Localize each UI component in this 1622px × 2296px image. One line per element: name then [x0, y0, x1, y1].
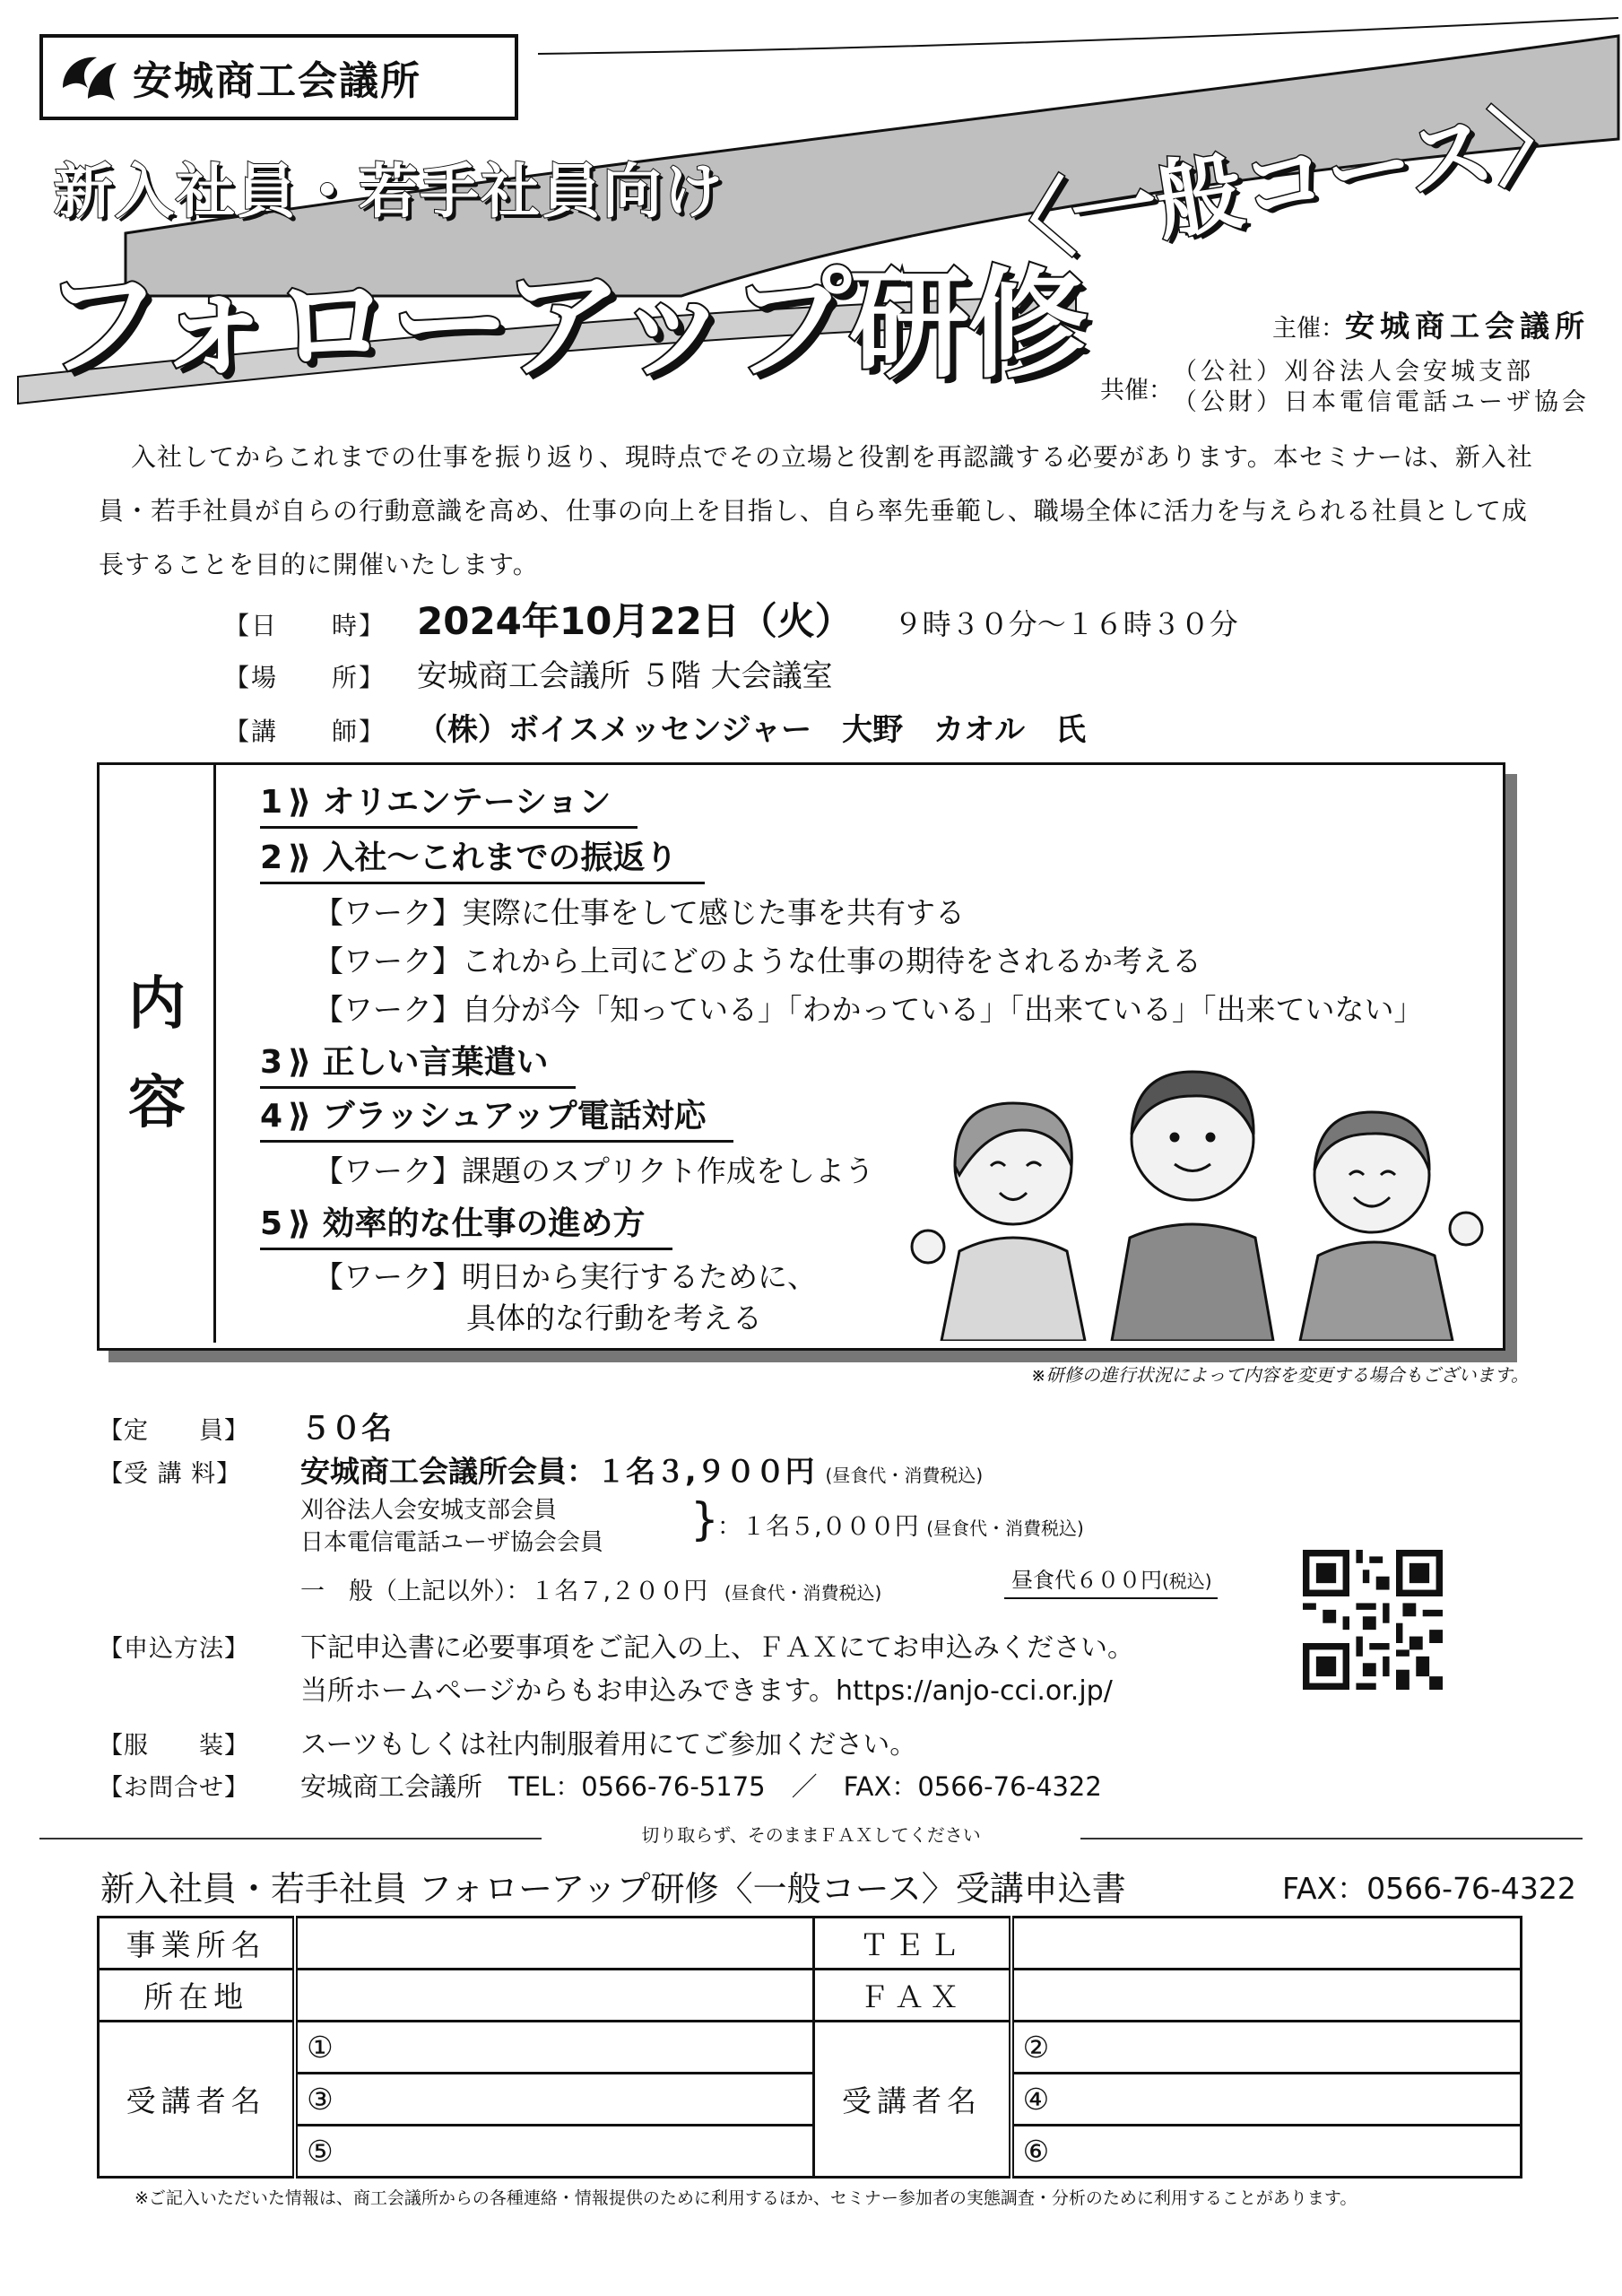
tel-field[interactable]: [1011, 1918, 1522, 1970]
intro-text: 入社してからこれまでの仕事を振り返り、現時点でその立場と役割を再認識する必要があります。本セミナーは、新入社員・若手社員が自らの行動意識を高め、仕事の向上を目指し、自ら率先垂範し、職場全体に活力を与えられる社員として成長することを目的に開催いたします。: [99, 442, 1533, 579]
contact: 【お問合せ】 安城商工会議所 TEL：0566-76-5175 ／ FAX：0566-76-4322: [99, 1771, 1102, 1802]
content-note: ※研修の進行状況によって内容を変更する場合もございます。: [1030, 1364, 1529, 1386]
brace: }: [690, 1493, 719, 1545]
course-label: 〈一般コース〉: [978, 87, 1586, 281]
privacy-note: ※ご記入いただいた情報は、商工会議所からの各種連絡・情報提供のために利用するほか、セミナー参加者の実態調査・分析のために利用することがあります。: [134, 2188, 1357, 2208]
event-lecturer: 【講 師】 （株）ボイスメッセンジャー 大野 カオル 氏: [224, 712, 1087, 748]
lunch-fee: 昼食代６００円(税込): [1004, 1562, 1218, 1599]
content-item-5: 5 ⟫ 効率的な仕事の進め方: [260, 1198, 672, 1250]
event-place: 【場 所】 安城商工会議所 ５階 大会議室: [224, 658, 833, 694]
content-item-3: 3 ⟫ 正しい言葉遣い: [260, 1037, 576, 1089]
host: 主催：安城商工会議所: [1272, 309, 1590, 344]
fax-field[interactable]: [1011, 1970, 1522, 2022]
work-5: 【ワーク】明日から実行するために、: [314, 1259, 817, 1294]
content-label: 内 容: [100, 765, 216, 1343]
fee-assoc: 刈谷法人会安城支部会員 日本電信電話ユーザ協会会員: [300, 1497, 604, 1556]
content-item-2: 2 ⟫ 入社～これまでの振返り: [260, 832, 705, 884]
fee-assoc-price: ：１名５,０００円 (昼食代・消費税込): [717, 1513, 1084, 1541]
dress-code: 【服 装】 スーツもしくは社内制服着用にてご参加ください。: [99, 1729, 917, 1761]
attendee-3[interactable]: ③: [295, 2074, 814, 2126]
staff-illustration: [906, 1031, 1488, 1341]
page-title: フォローアップ研修: [41, 255, 1087, 395]
form-fax: FAX：0566-76-4322: [1282, 1871, 1576, 1906]
capacity: 【定 員】 ５０名: [99, 1411, 392, 1447]
work-4: 【ワーク】課題のスプリクト作成をしよう: [314, 1153, 875, 1188]
tel-label: ＴＥＬ: [814, 1918, 1011, 1970]
fee-member: 【受 講 料】 安城商工会議所会員：１名３,９００円 (昼食代・消費税込): [99, 1454, 984, 1489]
work-1: 【ワーク】実際に仕事をして感じた事を共有する: [314, 895, 965, 930]
work-5-cont: 具体的な行動を考える: [466, 1300, 762, 1335]
address-field[interactable]: [295, 1970, 814, 2022]
attendee-6[interactable]: ⑥: [1011, 2126, 1522, 2178]
apply-web: 当所ホームページからもお申込みできます。https://anjo-cci.or.jp/: [300, 1675, 1113, 1707]
address-label: 所在地: [99, 1970, 296, 2022]
attendee-4[interactable]: ④: [1011, 2074, 1522, 2126]
attendee-label-right: 受講者名: [814, 2022, 1011, 2178]
co-host: 共催： （公社）刈谷法人会安城支部 （公財）日本電信電話ユーザ協会: [1100, 358, 1590, 416]
work-3: 【ワーク】自分が今「知っている」「わかっている」「出来ている」「出来ていない」: [314, 992, 1424, 1027]
event-date: 【日 時】 2024年10月22日（火） ９時３０分～１６時３０分: [224, 599, 1238, 643]
attendee-label-left: 受講者名: [99, 2022, 296, 2178]
cci-logo-icon: [57, 48, 120, 106]
subtitle: 新入社員・若手社員向け: [54, 157, 724, 226]
content-item-1: 1 ⟫ オリエンテーション: [260, 777, 638, 829]
attendee-1[interactable]: ①: [295, 2022, 814, 2074]
work-2: 【ワーク】これから上司にどのような仕事の期待をされるか考える: [314, 944, 1201, 978]
content-item-4: 4 ⟫ ブラッシュアップ電話対応: [260, 1091, 733, 1143]
cut-instruction: 切り取らず、そのままＦＡＸしてください: [641, 1824, 981, 1846]
apply-method: 【申込方法】 下記申込書に必要事項をご記入の上、ＦＡＸにてお申込みください。: [99, 1632, 1134, 1664]
company-label: 事業所名: [99, 1918, 296, 1970]
application-form: [97, 1916, 1522, 2179]
attendee-5[interactable]: ⑤: [295, 2126, 814, 2178]
fee-general: 一 般（上記以外）：１名７,２００円 (昼食代・消費税込): [300, 1578, 882, 1605]
company-field[interactable]: [295, 1918, 814, 1970]
qr-code-icon[interactable]: [1303, 1550, 1443, 1690]
form-title: 新入社員・若手社員 フォローアップ研修〈一般コース〉受講申込書: [100, 1869, 1126, 1909]
attendee-2[interactable]: ②: [1011, 2022, 1522, 2074]
logo: [39, 34, 518, 120]
logo-text: 安城商工会議所: [133, 58, 421, 104]
fax-label: ＦＡＸ: [814, 1970, 1011, 2022]
